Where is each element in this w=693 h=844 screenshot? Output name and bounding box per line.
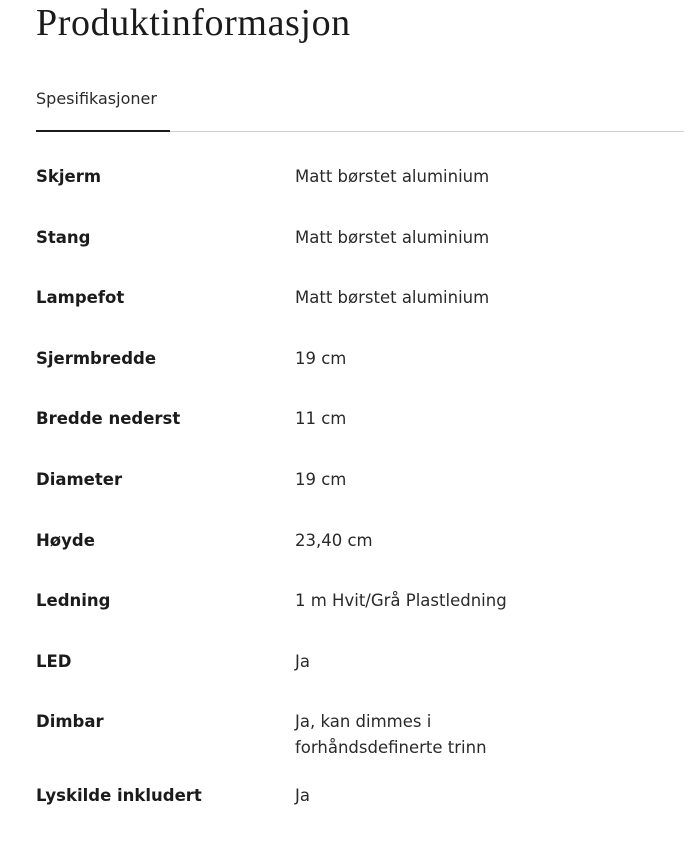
spec-value: Ja	[295, 651, 310, 671]
spec-label: Diameter	[36, 469, 123, 489]
spec-row-led	[36, 649, 684, 710]
spec-row-lyskilde-inkludert	[36, 783, 684, 844]
spec-value: Ja, kan dimmes i forhåndsdefinerte trinn	[295, 712, 487, 758]
spec-value: Ja	[295, 786, 310, 806]
spec-label: Sjermbredde	[36, 348, 157, 368]
tab-spesifikasjoner[interactable]: Spesifikasjoner	[36, 86, 170, 130]
spec-value: 11 cm	[295, 409, 347, 429]
spec-row-diameter	[36, 467, 684, 528]
spec-label: Bredde nederst	[36, 409, 181, 429]
spec-value: 19 cm	[295, 348, 347, 368]
spec-row-stang	[36, 225, 684, 286]
spec-row-dimbar	[36, 709, 684, 783]
spec-label: Lampefot	[36, 288, 125, 308]
spec-label: Ledning	[36, 591, 111, 611]
spec-row-bredde-nederst	[36, 406, 684, 467]
spec-row-skjerm	[36, 164, 684, 225]
spec-row-ledning	[36, 588, 684, 649]
spec-value: 23,40 cm	[295, 530, 373, 550]
spec-value: Matt børstet aluminium	[295, 288, 490, 308]
spec-value: Matt børstet aluminium	[295, 167, 490, 186]
spec-label: Lyskilde inkludert	[36, 786, 202, 806]
page-title: Produktinformasjon	[36, 2, 351, 44]
spec-label: Skjerm	[36, 167, 102, 186]
spec-label: Stang	[36, 227, 91, 247]
spec-label: LED	[36, 651, 72, 671]
spec-row-hoyde	[36, 528, 684, 589]
spec-row-lampefot	[36, 285, 684, 346]
spec-label: Dimbar	[36, 712, 104, 732]
spec-label: Høyde	[36, 530, 95, 550]
spec-row-sjermbredde	[36, 346, 684, 407]
spec-table	[36, 164, 684, 844]
spec-value: 19 cm	[295, 469, 347, 489]
spec-value: 1 m Hvit/Grå Plastledning	[295, 591, 507, 611]
tab-bar	[36, 86, 684, 132]
spec-value: Matt børstet aluminium	[295, 227, 490, 247]
